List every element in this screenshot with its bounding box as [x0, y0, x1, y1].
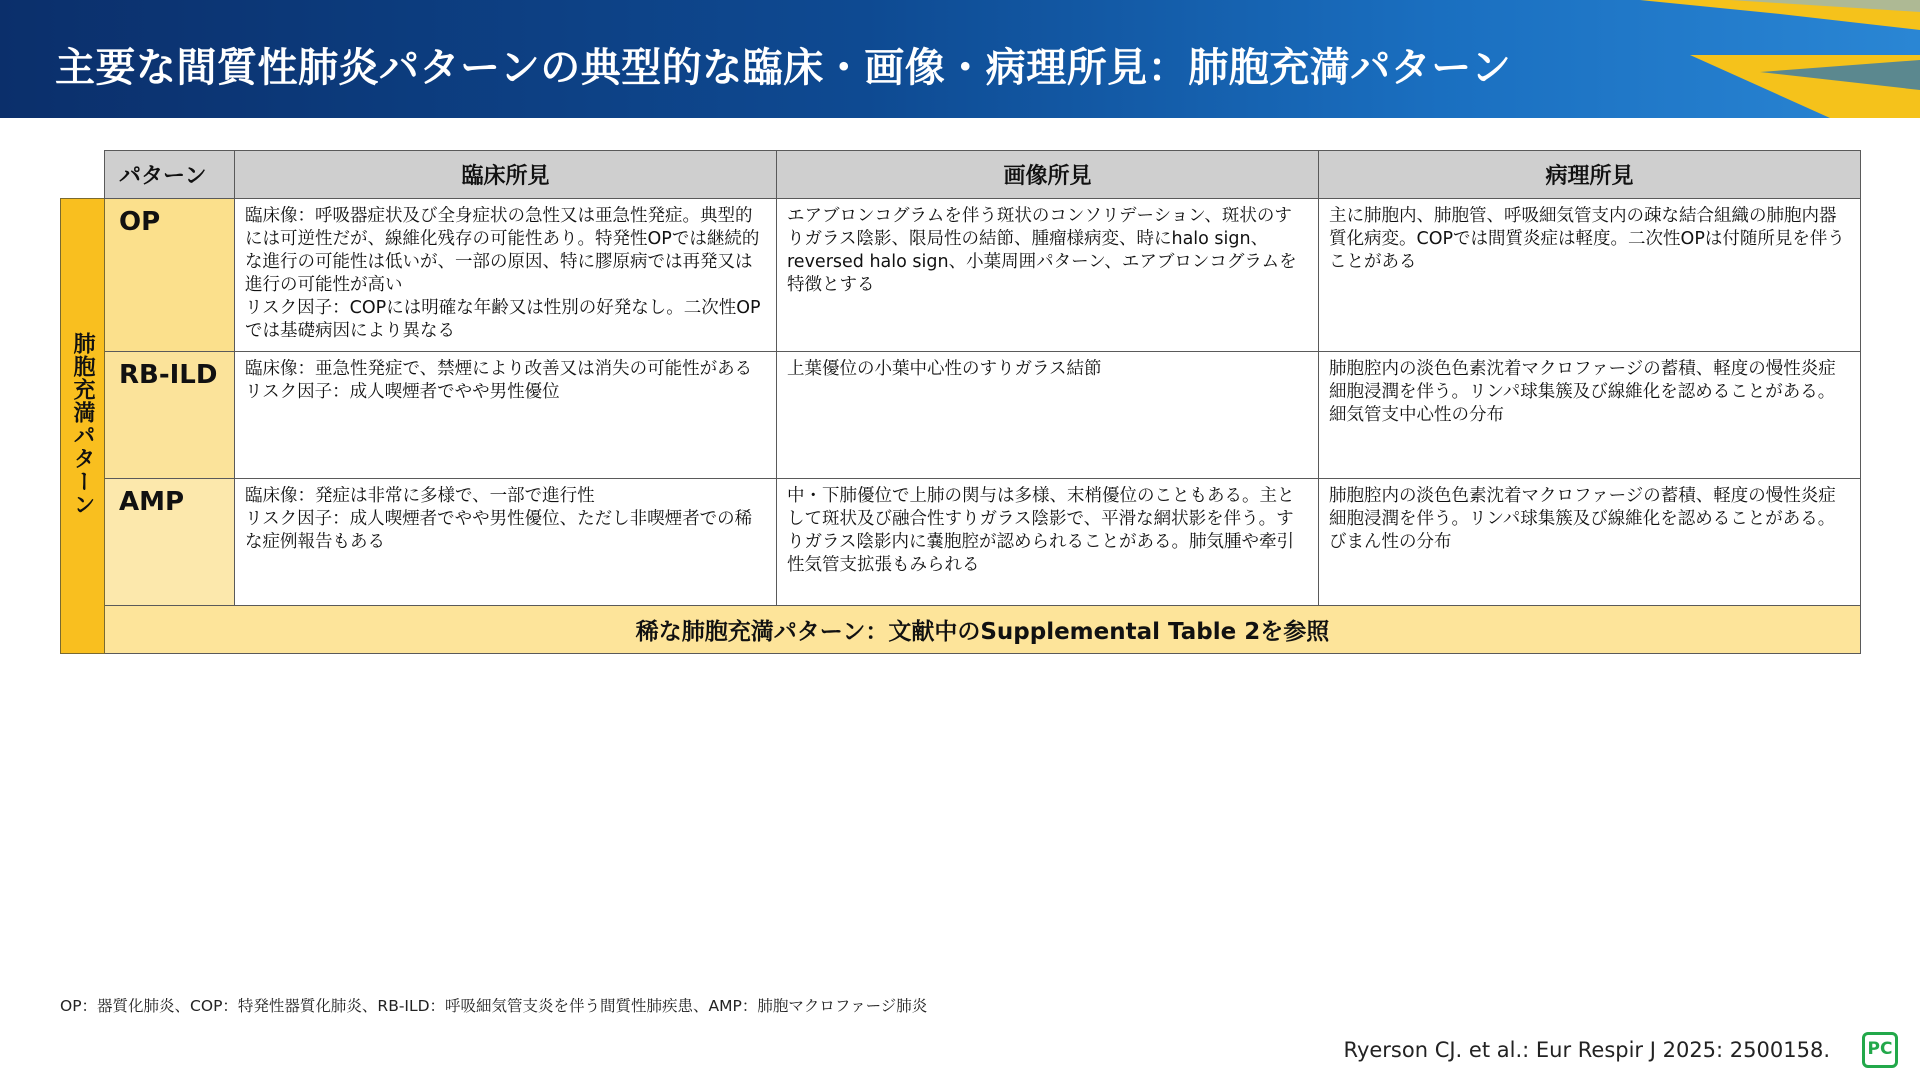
clinical-cell: 臨床像：亜急性発症で、禁煙により改善又は消失の可能性がある リスク因子：成人喫煙者でやや男性優位 — [235, 352, 777, 479]
header-banner — [0, 0, 1920, 118]
imaging-cell: 上葉優位の小葉中心性のすりガラス結節 — [777, 352, 1319, 479]
pc-logo: PC — [1862, 1032, 1898, 1068]
abbreviations-note: OP：器質化肺炎、COP：特発性器質化肺炎、RB-ILD：呼吸細気管支炎を伴う間質性肺疾患、AMP：肺胞マクロファージ肺炎 — [60, 997, 928, 1015]
table-row — [61, 352, 1861, 479]
table-header-row — [61, 151, 1861, 199]
table-row — [61, 479, 1861, 606]
side-label-cell — [61, 199, 105, 654]
column-header-pathology: 病理所見 — [1319, 151, 1861, 199]
imaging-cell: エアブロンコグラムを伴う斑状のコンソリデーション、斑状のすりガラス陰影、限局性の結節、腫瘤様病変、時にhalo sign、reversed halo sign、小葉周囲パターン、エアブロンコグラムを特徴とする — [777, 199, 1319, 352]
clinical-cell: 臨床像：発症は非常に多様で、一部で進行性 リスク因子：成人喫煙者でやや男性優位、ただし非喫煙者での稀な症例報告もある — [235, 479, 777, 606]
column-header-imaging: 画像所見 — [777, 151, 1319, 199]
clinical-cell: 臨床像：呼吸器症状及び全身症状の急性又は亜急性発症。典型的には可逆性だが、線維化残存の可能性あり。特発性OPでは継続的な進行の可能性は低いが、一部の原因、特に膠原病では再発又は進行の可能性が高い リスク因子：COPには明確な年齢又は性別の好発なし。二次性OPでは基礎病因により異なる — [235, 199, 777, 352]
pattern-name: RB-ILD — [105, 352, 235, 479]
pathology-cell: 主に肺胞内、肺胞管、呼吸細気管支内の疎な結合組織の肺胞内器質化病変。COPでは間質炎症は軽度。二次性OPは付随所見を伴うことがある — [1319, 199, 1861, 352]
column-header-clinical: 臨床所見 — [235, 151, 777, 199]
pathology-cell: 肺胞腔内の淡色色素沈着マクロファージの蓄積、軽度の慢性炎症細胞浸潤を伴う。リンパ球集簇及び線維化を認めることがある。びまん性の分布 — [1319, 479, 1861, 606]
table-corner — [61, 151, 105, 199]
pathology-cell: 肺胞腔内の淡色色素沈着マクロファージの蓄積、軽度の慢性炎症細胞浸潤を伴う。リンパ球集簇及び線維化を認めることがある。細気管支中心性の分布 — [1319, 352, 1861, 479]
pattern-name: AMP — [105, 479, 235, 606]
decorative-stripes — [1580, 0, 1920, 118]
findings-table — [60, 150, 1861, 654]
pattern-name: OP — [105, 199, 235, 352]
findings-table-container — [60, 150, 1860, 654]
side-label: 肺胞充満パターン — [70, 332, 95, 516]
table-footer-row — [61, 606, 1861, 654]
imaging-cell: 中・下肺優位で上肺の関与は多様、末梢優位のこともある。主として斑状及び融合性すりガラス陰影で、平滑な網状影を伴う。すりガラス陰影内に嚢胞腔が認められることがある。肺気腫や牽引性気管支拡張もみられる — [777, 479, 1319, 606]
rare-pattern-note: 稀な肺胞充満パターン：文献中のSupplemental Table 2を参照 — [105, 606, 1861, 654]
column-header-pattern: パターン — [105, 151, 235, 199]
citation: Ryerson CJ. et al.: Eur Respir J 2025: 2500158. — [1343, 1038, 1830, 1062]
page-title: 主要な間質性肺炎パターンの典型的な臨床・画像・病理所見：肺胞充満パターン — [55, 45, 1512, 91]
table-row — [61, 199, 1861, 352]
